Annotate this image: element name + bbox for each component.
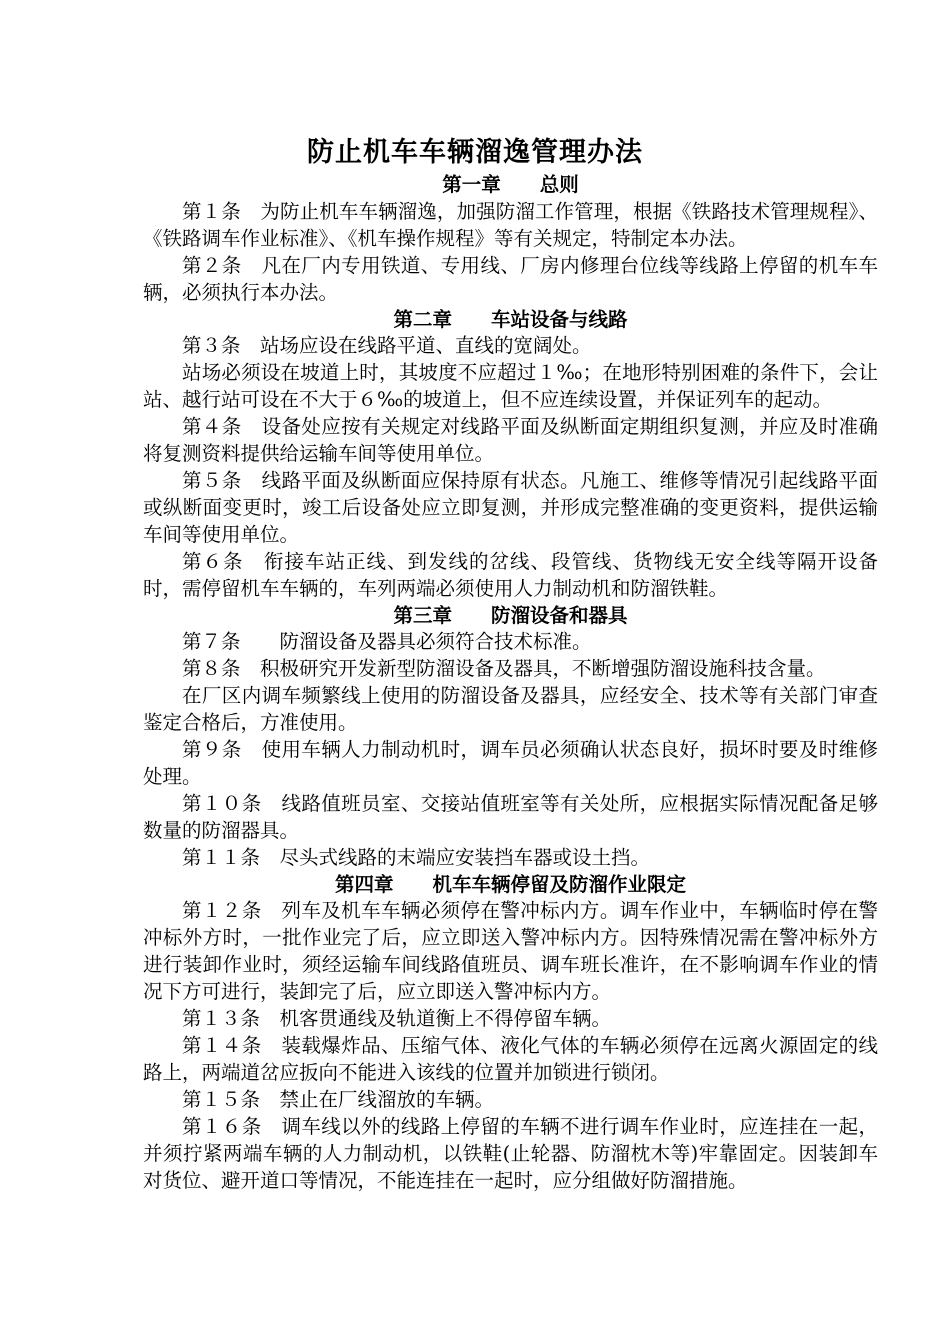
article-7: 第７条 防溜设备及器具必须符合技术标准。 <box>182 630 592 654</box>
article-14: 第１４条 装载爆炸品、压缩气体、液化气体的车辆必须停在远离火源固定的线路上，两端道岔应扳向不能进入该线的位置并加锁进行锁闭。 <box>143 1034 878 1084</box>
chapter-heading-1: 第一章 总则 <box>442 173 579 196</box>
article-13: 第１３条 机客贯通线及轨道衡上不得停留车辆。 <box>182 1007 612 1031</box>
article-1: 第１条 为防止机车车辆溜逸，加强防溜工作管理，根据《铁路技术管理规程》、《铁路调车作业标准》、《机车操作规程》等有关规定，特制定本办法。 <box>143 199 878 250</box>
article-3: 第３条 站场应设在线路平道、直线的宽阔处。 <box>182 334 592 358</box>
document-title: 防止机车车辆溜逸管理办法 <box>307 137 643 168</box>
article-10: 第１０条 线路值班员室、交接站值班室等有关处所，应根据实际情况配备足够数量的防溜器具。 <box>143 791 878 842</box>
article-9: 第９条 使用车辆人力制动机时，调车员必须确认状态良好，损坏时要及时维修处理。 <box>143 738 878 788</box>
document-body <box>143 172 878 1194</box>
article-5: 第５条 线路平面及纵断面应保持原有状态。凡施工、维修等情况引起线路平面或纵断面变更时，竣工后设备处应立即复测，并形成完整准确的变更资料，提供运输车间等使用单位。 <box>143 468 878 546</box>
article-12: 第１２条 列车及机车车辆必须停在警冲标内方。调车作业中，车辆临时停在警冲标外方时，一批作业完了后，应立即送入警冲标内方。因特殊情况需在警冲标外方进行装卸作业时，须经运输车间线路值班员、调车班长准许，在不影响调车作业的情况下方可进行，装卸完了后，应立即送入警冲标内方。 <box>143 899 878 1004</box>
article-2: 第２条 凡在厂内专用铁道、专用线、厂房内修理台位线等线路上停留的机车车辆，必须执行本办法。 <box>143 253 878 304</box>
article-15: 第１５条 禁止在厂线溜放的车辆。 <box>182 1087 495 1111</box>
chapter-heading-3: 第三章 防溜设备和器具 <box>393 603 628 627</box>
chapter-heading-4: 第四章 机车车辆停留及防溜作业限定 <box>334 872 686 896</box>
article-11: 第１１条 尽头式线路的末端应安装挡车器或设土挡。 <box>182 845 651 869</box>
article-8: 第８条 积极研究开发新型防溜设备及器具，不断增强防溜设施科技含量。 <box>182 657 826 681</box>
article-4: 第４条 设备处应按有关规定对线路平面及纵断面定期组织复测，并应及时准确将复测资料提供给运输车间等使用单位。 <box>143 415 878 466</box>
article-16: 第１６条 调车线以外的线路上停留的车辆不进行调车作业时，应连挂在一起，并须拧紧两端车辆的人力制动机，以铁鞋(止轮器、防溜枕木等)牢靠固定。因装卸车对货位、避开道口等情况，不能连挂在一起时，应分组做好防溜措施。 <box>143 1114 878 1192</box>
article-3-paragraph-2: 站场必须设在坡道上时，其坡度不应超过１‰；在地形特别困难的条件下，会让站、越行站可设在不大于６‰的坡道上，但不应连续设置，并保证列车的起动。 <box>143 361 878 412</box>
article-6: 第６条 衔接车站正线、到发线的岔线、段管线、货物线无安全线等隔开设备时，需停留机车车辆的，车列两端必须使用人力制动机和防溜铁鞋。 <box>143 549 878 600</box>
chapter-heading-2: 第二章 车站设备与线路 <box>393 307 628 331</box>
article-8-paragraph-2: 在厂区内调车频繁线上使用的防溜设备及器具，应经安全、技术等有关部门审查鉴定合格后，方准使用。 <box>143 684 878 735</box>
